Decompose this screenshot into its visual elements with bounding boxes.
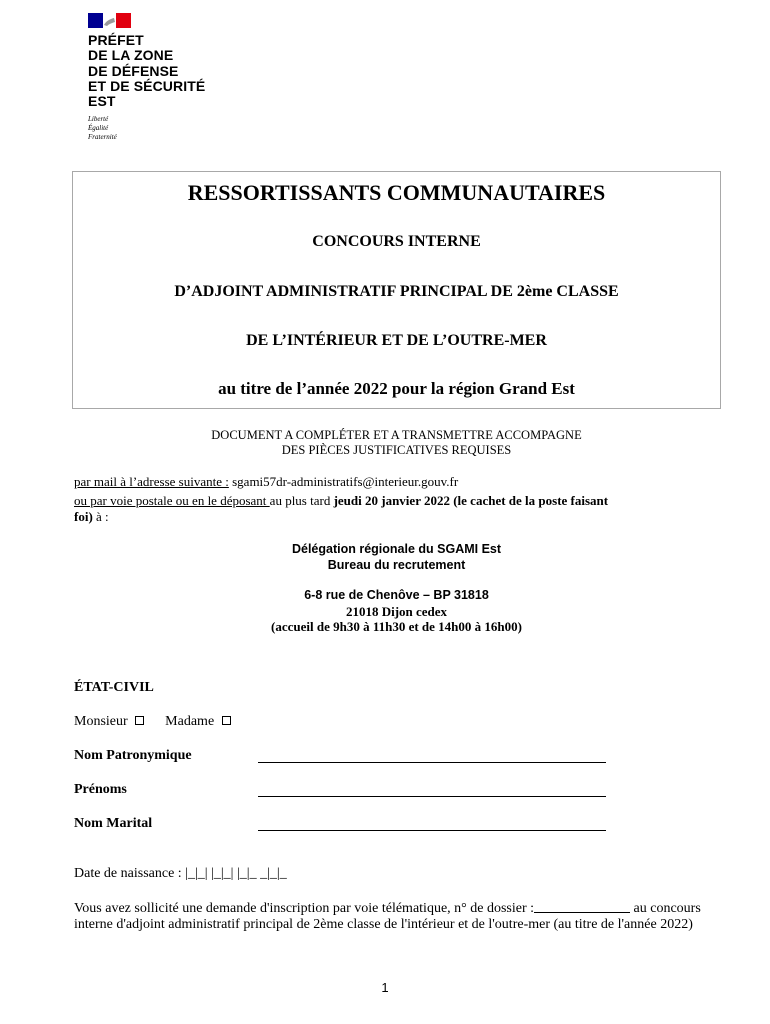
etat-civil-heading: ÉTAT-CIVIL [74,680,154,695]
post-label: ou par voie postale ou en le déposant [74,493,270,508]
address-block [72,542,721,635]
inscription-paragraph [74,900,724,933]
title-line-2: D’ADJOINT ADMINISTRATIF PRINCIPAL DE 2ème CLASSE [174,283,619,300]
title-box [72,171,721,409]
address-line-5: (accueil de 9h30 à 11h30 et de 14h00 à 16h00) [271,619,522,634]
motto [88,115,117,142]
dossier-number-field[interactable] [534,900,630,913]
deadline-tail: à : [92,509,109,524]
civility-row [74,714,231,730]
deadline-date: jeudi 20 janvier 2022 (le cachet de la poste faisant [333,493,609,508]
instructions-line-1: DOCUMENT A COMPLÉTER ET A TRANSMETTRE ACCOMPAGNE [211,428,582,442]
logo-line: DE LA ZONE [88,47,174,64]
madame-label: Madame [165,714,215,729]
date-naissance-field[interactable]: Date de naissance : |_|_| |_|_| |_|_ _|_|_ [74,866,287,881]
nom-patronymique-field[interactable] [258,762,606,763]
nom-marital-field[interactable] [258,830,606,831]
address-line-3: 6-8 rue de Chenôve – BP 31818 [304,588,489,602]
logo-line: PRÉFET [88,32,144,48]
motto-line: Égalité [88,124,109,132]
logo-line: EST [88,93,116,110]
nom-marital-label: Nom Marital [74,816,153,831]
deadline-end: foi) [74,509,93,524]
document-title: RESSORTISSANTS COMMUNAUTAIRES [187,180,606,205]
logo-line: DE DÉFENSE [88,62,179,79]
page-number: 1 [381,980,389,995]
instructions-line-2: DES PIÈCES JUSTIFICATIVES REQUISES [281,443,512,457]
marianne-icon [88,13,131,28]
motto-line: Fraternité [88,133,117,141]
monsieur-checkbox[interactable] [135,716,144,725]
republic-flag-logo [88,13,131,28]
logo-line: ET DE SÉCURITÉ [88,77,206,94]
madame-checkbox[interactable] [222,716,231,725]
nom-patronymique-label: Nom Patronymique [74,748,192,763]
address-line-4: 21018 Dijon cedex [345,603,448,619]
motto-line: Liberté [88,115,109,123]
prenoms-label: Prénoms [74,782,127,797]
title-line-4: au titre de l’année 2022 pour la région Grand Est [218,379,575,398]
prefet-logo-text [88,33,248,109]
address-line-2: Bureau du recrutement [327,557,466,572]
title-line-1: CONCOURS INTERNE [312,233,481,250]
paragraph-part-2: au concours interne d'adjoint administratif principal de 2ème classe de l'intérieur et de l'outre-mer (au titre de l'année 2022) [74,901,701,932]
prenoms-field[interactable] [258,796,606,797]
deadline-prefix: au plus tard [269,493,334,508]
address-line-1: Délégation régionale du SGAMI Est [291,542,502,556]
post-instruction [74,493,724,508]
mail-instruction [74,474,724,489]
title-line-3: DE L’INTÉRIEUR ET DE L’OUTRE-MER [246,332,547,349]
email-address[interactable]: sgami57dr-administratifs@interieur.gouv.fr [232,474,459,489]
post-instruction-end [74,509,724,524]
mail-label: par mail à l’adresse suivante : [74,474,229,489]
paragraph-part-1: Vous avez sollicité une demande d'inscription par voie télématique, n° de dossier : [74,901,535,916]
monsieur-label: Monsieur [74,714,128,729]
